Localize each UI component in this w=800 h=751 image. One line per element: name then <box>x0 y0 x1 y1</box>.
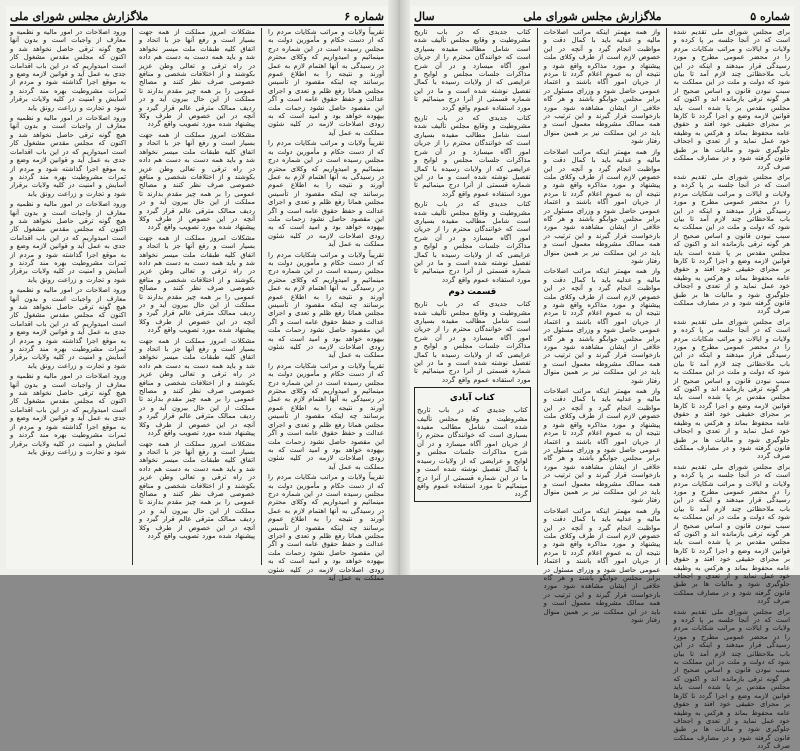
left-page-column-3 <box>10 28 126 565</box>
column-text-continued: ورود اصلاحات در امور مالیه و نظمیه و معارف از واجبات است و بدون آنها هیچ گونه ترقی حاصل نخواهد شد و اکنون که مجلس مقدس مشغول کار است امیدواریم که در این باب اقدامات جدی به عمل آید و قوانین لازمه وضع و به موقع اجرا گذاشته شود و مردم از ثمرات مشروطیت بهره مند گردند و آسایش و امنیت در کلیه ولایات برقرار شود و تجارت و زراعت رونق یابد <box>10 114 126 198</box>
column-text-continued: مشکلات امروز مملکت از همه جهت بسیار است و رفع آنها جز با اتحاد و اتفاق کلیه طبقات ملت میسر نخواهد شد و باید همه دست به دست هم داده در راه ترقی و تعالی وطن عزیز بکوشند و از اختلافات شخصی و منافع خصوصی صرف نظر کنند و مصالح عمومی را بر همه چیز مقدم بدارند تا مملکت از این حال بیرون آید و در ردیف ممالک مترقی عالم قرار گیرد و آنچه در این خصوص از طرف وکلا پیشنهاد شده مورد تصویب واقع گردد <box>139 336 255 438</box>
column-text-continued: مشکلات امروز مملکت از همه جهت بسیار است و رفع آنها جز با اتحاد و اتفاق کلیه طبقات ملت میسر نخواهد شد و باید همه دست به دست هم داده در راه ترقی و تعالی وطن عزیز بکوشند و از اختلافات شخصی و منافع خصوصی صرف نظر کنند و مصالح عمومی را بر همه چیز مقدم بدارند تا مملکت از این حال بیرون آید و در ردیف ممالک مترقی عالم قرار گیرد و آنچه در این خصوص از طرف وکلا پیشنهاد شده مورد تصویب واقع گردد <box>139 233 255 335</box>
right-page-edge-label: سال <box>414 9 435 23</box>
left-page <box>6 6 388 582</box>
column-text-continued: واز همه مهمتر اینکه مراتب اصلاحات مالیه و عدلیه باید با کمال دقت و مواظبت انجام گیرد و آنچه در این خصوص لازم است از طرف وکلای ملت پیشنهاد و مورد مذاکره واقع شود و نتیجه آن به عموم اعلام گردد تا مردم از جریان امور آگاه باشند و اعتماد عمومی حاصل شود و وزرای مسئول در برابر مجلس جوابگو باشند و هر گاه خلافی از ایشان مشاهده شود مورد بازخواست قرار گیرند و این ترتیب در همه ممالک مشروطه معمول است و باید در این مملکت نیز بر همین منوال رفتار شود <box>543 506 661 625</box>
footer-box-title: کتاب آبادی <box>450 393 495 404</box>
column-text-continued: تقریباً ولایات و مراتب شکایات مردم را که از دست حکام و مأمورین دولت به مجلس رسیده است در این شماره درج مینمائیم و امیدواریم که وکلای محترم در رسیدگی به آنها اهتمام لازم به عمل آورند و نتیجه را به اطلاع عموم برسانند چه اینکه مقصود از تأسیس مجلس همانا رفع ظلم و تعدی و اجرای عدالت و حفظ حقوق عامه است و اگر این مقصود حاصل نشود زحمات ملت بیهوده خواهد بود و امید است که به زودی اصلاحات لازمه در کلیه شئون مملکت به عمل آید <box>268 361 384 471</box>
column-rule <box>132 28 133 565</box>
section-subhead: قسمت دوم <box>448 287 497 298</box>
column-text-continued: واز همه مهمتر اینکه مراتب اصلاحات مالیه و عدلیه باید با کمال دقت و مواظبت انجام گیرد و آنچه در این خصوص لازم است از طرف وکلای ملت پیشنهاد و مورد مذاکره واقع شود و نتیجه آن به عموم اعلام گردد تا مردم از جریان امور آگاه باشند و اعتماد عمومی حاصل شود و وزرای مسئول در برابر مجلس جوابگو باشند و هر گاه خلافی از ایشان مشاهده شود مورد بازخواست قرار گیرند و این ترتیب در همه ممالک مشروطه معمول است و باید در این مملکت نیز بر همین منوال رفتار شود <box>543 267 661 385</box>
right-page-column-2 <box>543 28 661 625</box>
column-text: کتاب جدیدی که در باب تاریخ مشروطیت و وقایع مجلس تألیف شده است شامل مطالب مفیده بسیاری است که خوانندگان محترم را از جریان امور آگاه میسازد و در آن شرح مذاکرات جلسات مجلس و لوایح و عرایضی که از ولایات رسیده با کمال تفصیل نوشته شده است و ما در این شماره قسمتی از آنرا درج مینمائیم تا مورد استفاده عموم واقع گردد <box>413 28 531 112</box>
left-page-label: ملاگزارش مجلس شورای ملی <box>10 9 149 23</box>
column-text-continued: مشکلات امروز مملکت از همه جهت بسیار است و رفع آنها جز با اتحاد و اتفاق کلیه طبقات ملت میسر نخواهد شد و باید همه دست به دست هم داده در راه ترقی و تعالی وطن عزیز بکوشند و از اختلافات شخصی و منافع خصوصی صرف نظر کنند و مصالح عمومی را بر همه چیز مقدم بدارند تا مملکت از این حال بیرون آید و در ردیف ممالک مترقی عالم قرار گیرد و آنچه در این خصوص از طرف وکلا پیشنهاد شده مورد تصویب واقع گردد <box>139 130 255 232</box>
left-page-column-2 <box>139 28 255 565</box>
book-gutter <box>388 0 410 575</box>
column-text-continued: برای مجلس شورای ملی تقدیم شده است که در آنجا جلسه بر پا کرده و ولایات و ایالات و مراتب شکایات مردم را در محضر عمومی مطرح و مورد رسیدگی قرار میدهند و اینکه در این باب ملاحظاتی چند لازم آمد تا بیان شود که دولت و ملت در این مملکت به سبب نبودن قانون و اساس صحیح از هر گونه ترقی بازمانده اند و اکنون که مجلس مقدس بر پا شده است باید قوانین لازمه وضع و اجرا گردد تا کارها بر مجرای حقیقی خود افتد و حقوق عامه محفوظ بماند و هرکس به وظیفه خود عمل نماید و از تعدی و اجحاف جلوگیری شود و مالیات ها بر طبق قانون گرفته شود و در مصارف مملکت صرف گردد <box>673 607 790 751</box>
column-text: مشکلات امروز مملکت از همه جهت بسیار است و رفع آنها جز با اتحاد و اتفاق کلیه طبقات ملت میسر نخواهد شد و باید همه دست به دست هم داده در راه ترقی و تعالی وطن عزیز بکوشند و از اختلافات شخصی و منافع خصوصی صرف نظر کنند و مصالح عمومی را بر همه چیز مقدم بدارند تا مملکت از این حال بیرون آید و در ردیف ممالک مترقی عالم قرار گیرد و آنچه در این خصوص از طرف وکلا پیشنهاد شده مورد تصویب واقع گردد <box>139 28 255 129</box>
right-page-running-title: ملاگزارش مجلس شورای ملی <box>523 9 662 23</box>
right-page-column-3 <box>414 28 531 565</box>
column-text-continued: مشکلات امروز مملکت از همه جهت بسیار است و رفع آنها جز با اتحاد و اتفاق کلیه طبقات ملت میسر نخواهد شد و باید همه دست به دست هم داده در راه ترقی و تعالی وطن عزیز بکوشند و از اختلافات شخصی و منافع خصوصی صرف نظر کنند و مصالح عمومی را بر همه چیز مقدم بدارند تا مملکت از این حال بیرون آید و در ردیف ممالک مترقی عالم قرار گیرد و آنچه در این خصوص از طرف وکلا پیشنهاد شده مورد تصویب واقع گردد <box>139 439 255 540</box>
column-text-continued: واز همه مهمتر اینکه مراتب اصلاحات مالیه و عدلیه باید با کمال دقت و مواظبت انجام گیرد و آنچه در این خصوص لازم است از طرف وکلای ملت پیشنهاد و مورد مذاکره واقع شود و نتیجه آن به عموم اعلام گردد تا مردم از جریان امور آگاه باشند و اعتماد عمومی حاصل شود و وزرای مسئول در برابر مجلس جوابگو باشند و هر گاه خلافی از ایشان مشاهده شود مورد بازخواست قرار گیرند و این ترتیب در همه ممالک مشروطه معمول است و باید در این مملکت نیز بر همین منوال رفتار شود <box>543 147 661 265</box>
column-text: واز همه مهمتر اینکه مراتب اصلاحات مالیه و عدلیه باید با کمال دقت و مواظبت انجام گیرد و آنچه در این خصوص لازم است از طرف وکلای ملت پیشنهاد و مورد مذاکره واقع شود و نتیجه آن به عموم اعلام گردد تا مردم از جریان امور آگاه باشند و اعتماد عمومی حاصل شود و وزرای مسئول در برابر مجلس جوابگو باشند و هر گاه خلافی از ایشان مشاهده شود مورد بازخواست قرار گیرند و این ترتیب در همه ممالک مشروطه معمول است و باید در این مملکت نیز بر همین منوال رفتار شود <box>543 28 661 146</box>
column-rule <box>537 28 538 565</box>
column-text-continued: ورود اصلاحات در امور مالیه و نظمیه و معارف از واجبات است و بدون آنها هیچ گونه ترقی حاصل نخواهد شد و اکنون که مجلس مقدس مشغول کار است امیدواریم که در این باب اقدامات جدی به عمل آید و قوانین لازمه وضع و به موقع اجرا گذاشته شود و مردم از ثمرات مشروطیت بهره مند گردند و آسایش و امنیت در کلیه ولایات برقرار شود و تجارت و زراعت رونق یابد <box>10 200 126 284</box>
left-page-column-1 <box>268 28 384 582</box>
column-text-continued: برای مجلس شورای ملی تقدیم شده است که در آنجا جلسه بر پا کرده و ولایات و ایالات و مراتب شکایات مردم را در محضر عمومی مطرح و مورد رسیدگی قرار میدهند و اینکه در این باب ملاحظاتی چند لازم آمد تا بیان شود که دولت و ملت در این مملکت به سبب نبودن قانون و اساس صحیح از هر گونه ترقی بازمانده اند و اکنون که مجلس مقدس بر پا شده است باید قوانین لازمه وضع و اجرا گردد تا کارها بر مجرای حقیقی خود افتد و حقوق عامه محفوظ بماند و هرکس به وظیفه خود عمل نماید و از تعدی و اجحاف جلوگیری شود و مالیات ها بر طبق قانون گرفته شود و در مصارف مملکت صرف گردد <box>673 317 790 461</box>
right-page-label: شماره ۵ <box>750 9 790 23</box>
column-text-continued: برای مجلس شورای ملی تقدیم شده است که در آنجا جلسه بر پا کرده و ولایات و ایالات و مراتب شکایات مردم را در محضر عمومی مطرح و مورد رسیدگی قرار میدهند و اینکه در این باب ملاحظاتی چند لازم آمد تا بیان شود که دولت و ملت در این مملکت به سبب نبودن قانون و اساس صحیح از هر گونه ترقی بازمانده اند و اکنون که مجلس مقدس بر پا شده است باید قوانین لازمه وضع و اجرا گردد تا کارها بر مجرای حقیقی خود افتد و حقوق عامه محفوظ بماند و هرکس به وظیفه خود عمل نماید و از تعدی و اجحاف جلوگیری شود و مالیات ها بر طبق قانون گرفته شود و در مصارف مملکت صرف گردد <box>673 462 790 606</box>
column-text-continued: ورود اصلاحات در امور مالیه و نظمیه و معارف از واجبات است و بدون آنها هیچ گونه ترقی حاصل نخواهد شد و اکنون که مجلس مقدس مشغول کار است امیدواریم که در این باب اقدامات جدی به عمل آید و قوانین لازمه وضع و به موقع اجرا گذاشته شود و مردم از ثمرات مشروطیت بهره مند گردند و آسایش و امنیت در کلیه ولایات برقرار شود و تجارت و زراعت رونق یابد <box>10 286 126 370</box>
right-page-columns <box>413 28 790 751</box>
left-page-header <box>10 8 384 24</box>
column-text-continued: کتاب جدیدی که در باب تاریخ مشروطیت و وقایع مجلس تألیف شده است شامل مطالب مفیده بسیاری است که خوانندگان محترم را از جریان امور آگاه میسازد و در آن شرح مذاکرات جلسات مجلس و لوایح و عرایضی که از ولایات رسیده با کمال تفصیل نوشته شده است و ما در این شماره قسمتی از آنرا درج مینمائیم تا مورد استفاده عموم واقع گردد <box>413 300 531 384</box>
column-text: تقریباً ولایات و مراتب شکایات مردم را که از دست حکام و مأمورین دولت به مجلس رسیده است در این شماره درج مینمائیم و امیدواریم که وکلای محترم در رسیدگی به آنها اهتمام لازم به عمل آورند و نتیجه را به اطلاع عموم برسانند چه اینکه مقصود از تأسیس مجلس همانا رفع ظلم و تعدی و اجرای عدالت و حفظ حقوق عامه است و اگر این مقصود حاصل نشود زحمات ملت بیهوده خواهد بود و امید است که به زودی اصلاحات لازمه در کلیه شئون مملکت به عمل آید <box>268 28 384 137</box>
right-page-column-1 <box>673 28 790 751</box>
header-rule <box>10 24 384 26</box>
column-text: برای مجلس شورای ملی تقدیم شده است که در آنجا جلسه بر پا کرده و ولایات و ایالات و مراتب شکایات مردم را در محضر عمومی مطرح و مورد رسیدگی قرار میدهند و اینکه در این باب ملاحظاتی چند لازم آمد تا بیان شود که دولت و ملت در این مملکت به سبب نبودن قانون و اساس صحیح از هر گونه ترقی بازمانده اند و اکنون که مجلس مقدس بر پا شده است باید قوانین لازمه وضع و اجرا گردد تا کارها بر مجرای حقیقی خود افتد و حقوق عامه محفوظ بماند و هرکس به وظیفه خود عمل نماید و از تعدی و اجحاف جلوگیری شود و مالیات ها بر طبق قانون گرفته شود و در مصارف مملکت صرف گردد <box>673 28 790 171</box>
column-rule <box>261 28 262 565</box>
left-page-columns <box>10 28 384 582</box>
column-text-continued: ورود اصلاحات در امور مالیه و نظمیه و معارف از واجبات است و بدون آنها هیچ گونه ترقی حاصل نخواهد شد و اکنون که مجلس مقدس مشغول کار است امیدواریم که در این باب اقدامات جدی به عمل آید و قوانین لازمه وضع و به موقع اجرا گذاشته شود و مردم از ثمرات مشروطیت بهره مند گردند و آسایش و امنیت در کلیه ولایات برقرار شود و تجارت و زراعت رونق یابد <box>10 372 126 456</box>
column-text-continued: کتاب جدیدی که در باب تاریخ مشروطیت و وقایع مجلس تألیف شده است شامل مطالب مفیده بسیاری است که خوانندگان محترم را از جریان امور آگاه میسازد و در آن شرح مذاکرات جلسات مجلس و لوایح و عرایضی که از ولایات رسیده با کمال تفصیل نوشته شده است و ما در این شماره قسمتی از آنرا درج مینمائیم تا مورد استفاده عموم واقع گردد <box>413 200 531 284</box>
right-page-header <box>414 8 790 24</box>
column-text-continued: تقریباً ولایات و مراتب شکایات مردم را که از دست حکام و مأمورین دولت به مجلس رسیده است در این شماره درج مینمائیم و امیدواریم که وکلای محترم در رسیدگی به آنها اهتمام لازم به عمل آورند و نتیجه را به اطلاع عموم برسانند چه اینکه مقصود از تأسیس مجلس همانا رفع ظلم و تعدی و اجرای عدالت و حفظ حقوق عامه است و اگر این مقصود حاصل نشود زحمات ملت بیهوده خواهد بود و امید است که به زودی اصلاحات لازمه در کلیه شئون مملکت به عمل آید <box>268 473 384 582</box>
column-text: ورود اصلاحات در امور مالیه و نظمیه و معارف از واجبات است و بدون آنها هیچ گونه ترقی حاصل نخواهد شد و اکنون که مجلس مقدس مشغول کار است امیدواریم که در این باب اقدامات جدی به عمل آید و قوانین لازمه وضع و به موقع اجرا گذاشته شود و مردم از ثمرات مشروطیت بهره مند گردند و آسایش و امنیت در کلیه ولایات برقرار شود و تجارت و زراعت رونق یابد <box>10 28 126 112</box>
left-page-running-title: شماره ۶ <box>344 9 384 23</box>
footer-box-text: کتاب جدیدی که در باب تاریخ مشروطیت و وقایع مجلس تألیف شده است شامل مطالب مفیده بسیاری است که خوانندگان محترم را از جریان امور آگاه میسازد و در آن شرح مذاکرات جلسات مجلس و لوایح و عرایضی که از ولایات رسیده با کمال تفصیل نوشته شده است و ما در این شماره قسمتی از آنرا درج مینمائیم تا مورد استفاده عموم واقع گردد <box>416 406 528 499</box>
footer-box <box>414 387 531 501</box>
column-rule <box>666 28 667 565</box>
column-text-continued: برای مجلس شورای ملی تقدیم شده است که در آنجا جلسه بر پا کرده و ولایات و ایالات و مراتب شکایات مردم را در محضر عمومی مطرح و مورد رسیدگی قرار میدهند و اینکه در این باب ملاحظاتی چند لازم آمد تا بیان شود که دولت و ملت در این مملکت به سبب نبودن قانون و اساس صحیح از هر گونه ترقی بازمانده اند و اکنون که مجلس مقدس بر پا شده است باید قوانین لازمه وضع و اجرا گردد تا کارها بر مجرای حقیقی خود افتد و حقوق عامه محفوظ بماند و هرکس به وظیفه خود عمل نماید و از تعدی و اجحاف جلوگیری شود و مالیات ها بر طبق قانون گرفته شود و در مصارف مملکت صرف گردد <box>673 172 790 316</box>
column-text-continued: واز همه مهمتر اینکه مراتب اصلاحات مالیه و عدلیه باید با کمال دقت و مواظبت انجام گیرد و آنچه در این خصوص لازم است از طرف وکلای ملت پیشنهاد و مورد مذاکره واقع شود و نتیجه آن به عموم اعلام گردد تا مردم از جریان امور آگاه باشند و اعتماد عمومی حاصل شود و وزرای مسئول در برابر مجلس جوابگو باشند و هر گاه خلافی از ایشان مشاهده شود مورد بازخواست قرار گیرند و این ترتیب در همه ممالک مشروطه معمول است و باید در این مملکت نیز بر همین منوال رفتار شود <box>543 387 661 505</box>
column-text-continued: کتاب جدیدی که در باب تاریخ مشروطیت و وقایع مجلس تألیف شده است شامل مطالب مفیده بسیاری است که خوانندگان محترم را از جریان امور آگاه میسازد و در آن شرح مذاکرات جلسات مجلس و لوایح و عرایضی که از ولایات رسیده با کمال تفصیل نوشته شده است و ما در این شماره قسمتی از آنرا درج مینمائیم تا مورد استفاده عموم واقع گردد <box>413 114 531 198</box>
column-text-continued: تقریباً ولایات و مراتب شکایات مردم را که از دست حکام و مأمورین دولت به مجلس رسیده است در این شماره درج مینمائیم و امیدواریم که وکلای محترم در رسیدگی به آنها اهتمام لازم به عمل آورند و نتیجه را به اطلاع عموم برسانند چه اینکه مقصود از تأسیس مجلس همانا رفع ظلم و تعدی و اجرای عدالت و حفظ حقوق عامه است و اگر این مقصود حاصل نشود زحمات ملت بیهوده خواهد بود و امید است که به زودی اصلاحات لازمه در کلیه شئون مملکت به عمل آید <box>268 139 384 249</box>
column-text-continued: تقریباً ولایات و مراتب شکایات مردم را که از دست حکام و مأمورین دولت به مجلس رسیده است در این شماره درج مینمائیم و امیدواریم که وکلای محترم در رسیدگی به آنها اهتمام لازم به عمل آورند و نتیجه را به اطلاع عموم برسانند چه اینکه مقصود از تأسیس مجلس همانا رفع ظلم و تعدی و اجرای عدالت و حفظ حقوق عامه است و اگر این مقصود حاصل نشود زحمات ملت بیهوده خواهد بود و امید است که به زودی اصلاحات لازمه در کلیه شئون مملکت به عمل آید <box>268 250 384 360</box>
right-page <box>410 6 794 751</box>
header-rule <box>414 24 790 26</box>
